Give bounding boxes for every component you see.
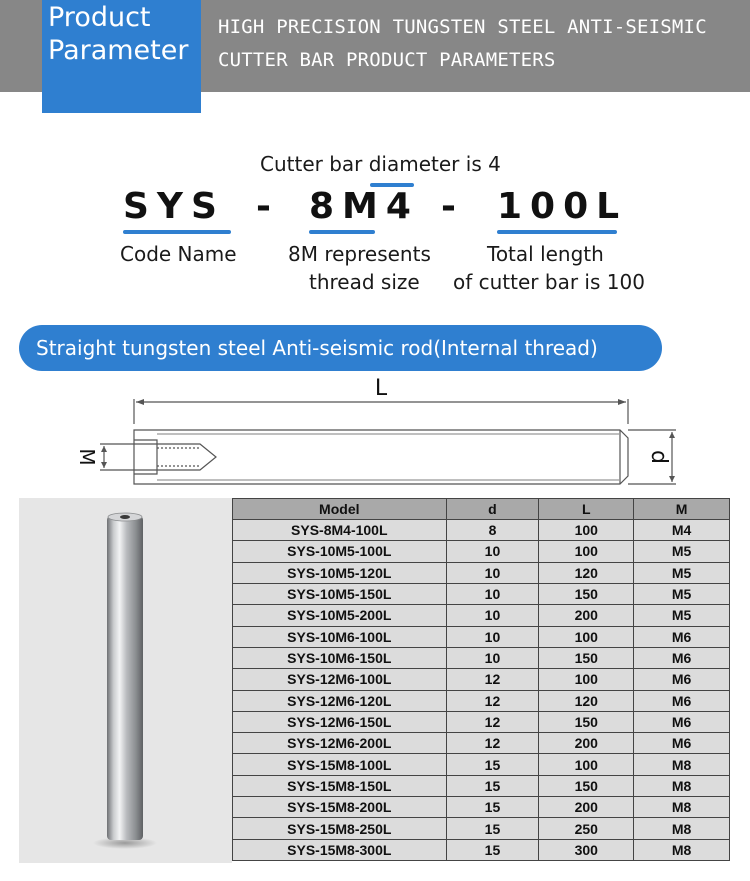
table-cell: 10: [446, 647, 539, 668]
table-cell: 300: [539, 839, 634, 860]
table-cell: M6: [634, 711, 730, 732]
table-cell: 150: [539, 583, 634, 604]
table-cell: M4: [634, 520, 730, 541]
table-cell: SYS-12M6-120L: [233, 690, 447, 711]
header-badge-line-1: Product: [48, 2, 151, 33]
column-header: d: [446, 499, 539, 520]
table-cell: M5: [634, 541, 730, 562]
label-code-name: Code Name: [120, 242, 237, 266]
table-cell: 10: [446, 541, 539, 562]
table-cell: 200: [539, 733, 634, 754]
label-length-line-2: of cutter bar is 100: [453, 270, 645, 294]
table-row: [233, 754, 730, 775]
table-cell: M6: [634, 669, 730, 690]
table-cell: 100: [539, 754, 634, 775]
header-title-line-2: CUTTER BAR PRODUCT PARAMETERS: [218, 49, 556, 71]
table-row: [233, 797, 730, 818]
header-title-line-1: HIGH PRECISION TUNGSTEN STEEL ANTI-SEISMIC: [218, 16, 707, 38]
column-header: Model: [233, 499, 447, 520]
table-row: [233, 647, 730, 668]
dim-m-label: M: [75, 448, 99, 466]
code-part-sys: SYS: [123, 186, 225, 227]
table-row: [233, 839, 730, 860]
table-cell: SYS-10M5-150L: [233, 583, 447, 604]
code-part-100l: 100L: [497, 186, 628, 227]
table-cell: SYS-15M8-300L: [233, 839, 447, 860]
dim-d-arrow-bottom: [669, 476, 675, 482]
header-badge-line-2: Parameter: [48, 35, 189, 66]
table-cell: M5: [634, 605, 730, 626]
table-cell: SYS-15M8-100L: [233, 754, 447, 775]
table-cell: 15: [446, 818, 539, 839]
dim-d-arrow-top: [669, 432, 675, 438]
product-rod-image: [19, 498, 232, 863]
sys-underline: [123, 230, 231, 234]
code-dash-1: -: [256, 186, 279, 227]
table-cell: M8: [634, 754, 730, 775]
table-cell: 15: [446, 797, 539, 818]
table-cell: M8: [634, 775, 730, 796]
table-cell: 150: [539, 775, 634, 796]
table-cell: 200: [539, 605, 634, 626]
dim-d-label: d: [646, 450, 671, 464]
column-header: M: [634, 499, 730, 520]
table-cell: 12: [446, 711, 539, 732]
table-cell: 250: [539, 818, 634, 839]
table-cell: 120: [539, 562, 634, 583]
table-cell: M8: [634, 818, 730, 839]
table-row: [233, 583, 730, 604]
table-cell: SYS-10M5-200L: [233, 605, 447, 626]
table-cell: M6: [634, 733, 730, 754]
table-cell: 8: [446, 520, 539, 541]
table-cell: 10: [446, 583, 539, 604]
table-cell: M8: [634, 839, 730, 860]
table-cell: M6: [634, 647, 730, 668]
table-cell: SYS-12M6-150L: [233, 711, 447, 732]
table-cell: M6: [634, 690, 730, 711]
table-cell: SYS-15M8-200L: [233, 797, 447, 818]
label-thread-line-1: 8M represents: [288, 242, 431, 266]
table-row: [233, 626, 730, 647]
table-cell: 200: [539, 797, 634, 818]
table-cell: 100: [539, 669, 634, 690]
table-row: [233, 520, 730, 541]
table-cell: M6: [634, 626, 730, 647]
table-cell: 10: [446, 626, 539, 647]
dim-l-arrow-right: [618, 399, 626, 405]
dim-l-arrow-left: [136, 399, 144, 405]
table-cell: 150: [539, 711, 634, 732]
dim-l-label: L: [374, 376, 388, 401]
table-cell: 10: [446, 562, 539, 583]
table-cell: SYS-8M4-100L: [233, 520, 447, 541]
section-title-pill: Straight tungsten steel Anti-seismic rod(Internal thread): [19, 325, 662, 371]
table-cell: SYS-12M6-100L: [233, 669, 447, 690]
table-cell: M8: [634, 797, 730, 818]
rod-outline: [134, 430, 628, 484]
code-part-8m4: 8M4: [309, 186, 419, 227]
length-underline: [497, 230, 617, 234]
table-row: [233, 690, 730, 711]
table-cell: 100: [539, 541, 634, 562]
table-cell: SYS-10M5-100L: [233, 541, 447, 562]
table-cell: 12: [446, 690, 539, 711]
column-header: L: [539, 499, 634, 520]
table-row: [233, 775, 730, 796]
table-cell: 150: [539, 647, 634, 668]
table-row: [233, 711, 730, 732]
table-cell: SYS-10M6-150L: [233, 647, 447, 668]
product-photo-panel: [19, 498, 232, 863]
table-cell: 15: [446, 754, 539, 775]
table-header-row: [233, 499, 730, 520]
table-cell: 10: [446, 605, 539, 626]
code-dash-2: -: [441, 186, 464, 227]
table-cell: 120: [539, 690, 634, 711]
table-cell: M5: [634, 583, 730, 604]
label-length-line-1: Total length: [487, 242, 604, 266]
spec-table: [232, 498, 730, 861]
table-row: [233, 562, 730, 583]
table-cell: 12: [446, 733, 539, 754]
table-row: [233, 818, 730, 839]
thread-underline: [309, 230, 375, 234]
diameter-note: Cutter bar diameter is 4: [260, 152, 501, 176]
table-cell: 15: [446, 839, 539, 860]
table-cell: SYS-10M5-120L: [233, 562, 447, 583]
table-cell: 12: [446, 669, 539, 690]
table-row: [233, 541, 730, 562]
dim-m-arrow-top: [101, 446, 107, 452]
table-cell: M5: [634, 562, 730, 583]
table-cell: 15: [446, 775, 539, 796]
table-cell: 100: [539, 626, 634, 647]
label-thread-line-2: thread size: [309, 270, 420, 294]
table-cell: SYS-10M6-100L: [233, 626, 447, 647]
table-cell: 100: [539, 520, 634, 541]
dim-m-arrow-bottom: [101, 462, 107, 468]
table-row: [233, 605, 730, 626]
counterbore: [134, 440, 157, 474]
table-cell: SYS-12M6-200L: [233, 733, 447, 754]
table-row: [233, 733, 730, 754]
table-row: [233, 669, 730, 690]
rod-technical-drawing: [0, 372, 750, 497]
table-cell: SYS-15M8-150L: [233, 775, 447, 796]
table-cell: SYS-15M8-250L: [233, 818, 447, 839]
